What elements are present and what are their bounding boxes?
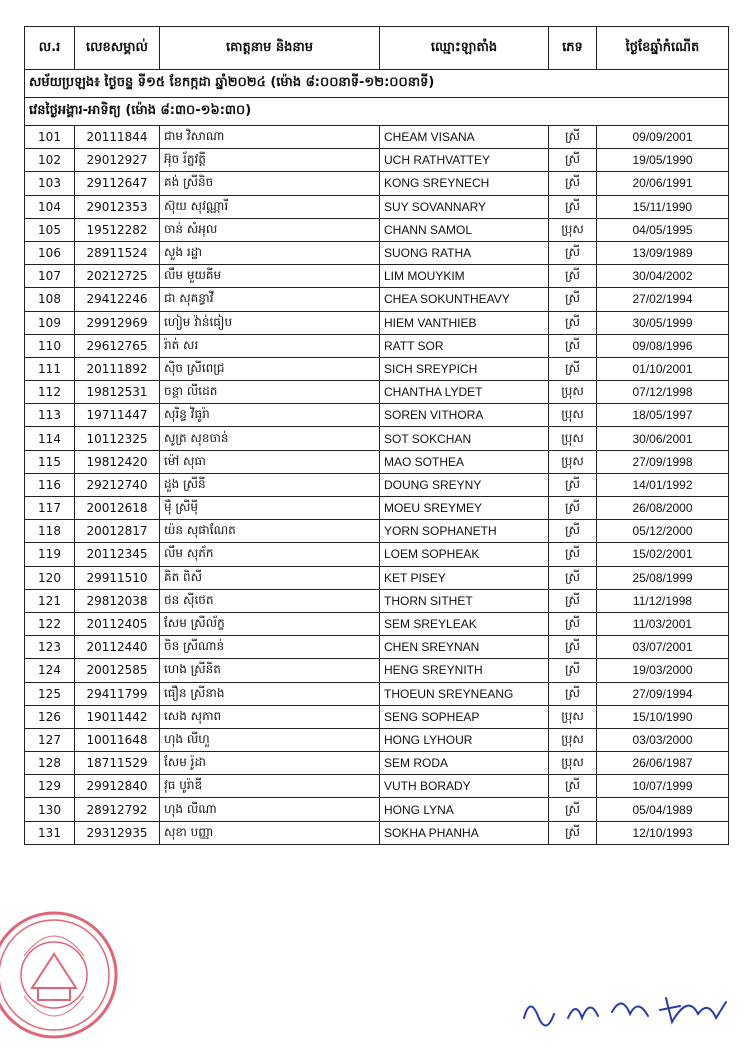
cell-id: 10011648 xyxy=(75,728,160,751)
cell-latin-name: SOREN VITHORA xyxy=(380,404,549,427)
cell-sex: ស្រី xyxy=(549,636,597,659)
table-row xyxy=(25,149,729,172)
cell-no: 106 xyxy=(25,241,75,264)
cell-id: 29812038 xyxy=(75,589,160,612)
header-khmer-name: គោត្តនាម និងនាម xyxy=(160,27,380,70)
cell-sex: ស្រី xyxy=(549,659,597,682)
cell-dob: 10/07/1999 xyxy=(597,775,729,798)
cell-latin-name: KET PISEY xyxy=(380,566,549,589)
cell-khmer-name: អ៊ុច រ័ត្នវត្តី xyxy=(160,149,380,172)
cell-no: 114 xyxy=(25,427,75,450)
cell-no: 127 xyxy=(25,728,75,751)
header-dob: ថ្ងៃខែឆ្នាំកំណើត xyxy=(597,27,729,70)
cell-sex: ស្រី xyxy=(549,334,597,357)
cell-khmer-name: ស៊ុយ សុវណ្ណារី xyxy=(160,195,380,218)
cell-id: 19011442 xyxy=(75,705,160,728)
cell-latin-name: LIM MOUYKIM xyxy=(380,265,549,288)
cell-khmer-name: យ៉ន សុផាណែត xyxy=(160,520,380,543)
cell-latin-name: SICH SREYPICH xyxy=(380,357,549,380)
cell-no: 130 xyxy=(25,798,75,821)
cell-id: 20112405 xyxy=(75,612,160,635)
cell-khmer-name: ហេង ស្រីនិត xyxy=(160,659,380,682)
cell-sex: ស្រី xyxy=(549,473,597,496)
cell-sex: ស្រី xyxy=(549,311,597,334)
cell-latin-name: SEM SREYLEAK xyxy=(380,612,549,635)
cell-id: 28911524 xyxy=(75,241,160,264)
table-row xyxy=(25,821,729,844)
cell-latin-name: RATT SOR xyxy=(380,334,549,357)
cell-sex: ស្រី xyxy=(549,497,597,520)
cell-latin-name: UCH RATHVATTEY xyxy=(380,149,549,172)
cell-dob: 07/12/1998 xyxy=(597,381,729,404)
cell-latin-name: CHEAM VISANA xyxy=(380,126,549,149)
cell-id: 20012618 xyxy=(75,497,160,520)
cell-latin-name: CHANTHA LYDET xyxy=(380,381,549,404)
cell-sex: ប្រុស xyxy=(549,450,597,473)
candidate-table xyxy=(24,26,729,845)
cell-latin-name: HIEM VANTHIEB xyxy=(380,311,549,334)
cell-khmer-name: ហុង លីហួ xyxy=(160,728,380,751)
cell-latin-name: CHEN SREYNAN xyxy=(380,636,549,659)
cell-latin-name: SOT SOKCHAN xyxy=(380,427,549,450)
cell-sex: ស្រី xyxy=(549,798,597,821)
table-row xyxy=(25,798,729,821)
cell-khmer-name: ម៉ៅ សុធា xyxy=(160,450,380,473)
cell-id: 29411799 xyxy=(75,682,160,705)
cell-dob: 27/09/1994 xyxy=(597,682,729,705)
cell-no: 111 xyxy=(25,357,75,380)
cell-sex: ប្រុស xyxy=(549,218,597,241)
header-row xyxy=(25,27,729,70)
cell-dob: 15/02/2001 xyxy=(597,543,729,566)
cell-sex: ស្រី xyxy=(549,149,597,172)
cell-dob: 13/09/1989 xyxy=(597,241,729,264)
cell-latin-name: CHANN SAMOL xyxy=(380,218,549,241)
cell-khmer-name: វុធ បូរ៉ាឌី xyxy=(160,775,380,798)
cell-id: 19812420 xyxy=(75,450,160,473)
cell-khmer-name: សុរិន្ទ វិធូរ៉ា xyxy=(160,404,380,427)
cell-id: 19512282 xyxy=(75,218,160,241)
cell-no: 101 xyxy=(25,126,75,149)
cell-khmer-name: សែម ស្រីល័ក្ខ xyxy=(160,612,380,635)
cell-dob: 30/04/2002 xyxy=(597,265,729,288)
cell-id: 18711529 xyxy=(75,752,160,775)
cell-dob: 04/05/1995 xyxy=(597,218,729,241)
cell-dob: 11/03/2001 xyxy=(597,612,729,635)
cell-id: 20111892 xyxy=(75,357,160,380)
cell-sex: ប្រុស xyxy=(549,427,597,450)
cell-no: 116 xyxy=(25,473,75,496)
cell-khmer-name: គិត ពិសី xyxy=(160,566,380,589)
cell-id: 20212725 xyxy=(75,265,160,288)
cell-sex: ស្រី xyxy=(549,821,597,844)
cell-dob: 26/08/2000 xyxy=(597,497,729,520)
table-row xyxy=(25,288,729,311)
table-row xyxy=(25,497,729,520)
official-seal-stamp xyxy=(0,896,120,1054)
table-row xyxy=(25,752,729,775)
cell-latin-name: VUTH BORADY xyxy=(380,775,549,798)
cell-khmer-name: គង់ ស្រីនិច xyxy=(160,172,380,195)
table-row xyxy=(25,218,729,241)
cell-no: 125 xyxy=(25,682,75,705)
cell-no: 129 xyxy=(25,775,75,798)
cell-id: 29112647 xyxy=(75,172,160,195)
cell-dob: 19/05/1990 xyxy=(597,149,729,172)
cell-no: 105 xyxy=(25,218,75,241)
cell-khmer-name: សេង សុភាព xyxy=(160,705,380,728)
cell-khmer-name: ចន្ថា លីដេត xyxy=(160,381,380,404)
cell-id: 10112325 xyxy=(75,427,160,450)
cell-id: 20112440 xyxy=(75,636,160,659)
cell-dob: 12/10/1993 xyxy=(597,821,729,844)
cell-no: 109 xyxy=(25,311,75,334)
cell-no: 107 xyxy=(25,265,75,288)
cell-no: 104 xyxy=(25,195,75,218)
cell-khmer-name: ធឿន ស្រីនាង xyxy=(160,682,380,705)
cell-sex: ស្រី xyxy=(549,357,597,380)
header-latin-name: ឈ្មោះឡាតាំង xyxy=(380,27,549,70)
cell-khmer-name: សួង រដ្ឋា xyxy=(160,241,380,264)
cell-khmer-name: ម៉ឺ ស្រីម៉ី xyxy=(160,497,380,520)
cell-dob: 27/02/1994 xyxy=(597,288,729,311)
section-training-row xyxy=(25,98,729,126)
cell-no: 118 xyxy=(25,520,75,543)
cell-latin-name: MAO SOTHEA xyxy=(380,450,549,473)
table-row xyxy=(25,265,729,288)
cell-no: 126 xyxy=(25,705,75,728)
cell-sex: ស្រី xyxy=(549,241,597,264)
cell-no: 124 xyxy=(25,659,75,682)
cell-khmer-name: សុខា បញ្ញា xyxy=(160,821,380,844)
cell-dob: 15/11/1990 xyxy=(597,195,729,218)
cell-dob: 18/05/1997 xyxy=(597,404,729,427)
cell-no: 123 xyxy=(25,636,75,659)
cell-khmer-name: ចាន់ សំអុល xyxy=(160,218,380,241)
cell-id: 20012585 xyxy=(75,659,160,682)
table-row xyxy=(25,241,729,264)
cell-dob: 09/08/1996 xyxy=(597,334,729,357)
cell-dob: 05/04/1989 xyxy=(597,798,729,821)
cell-no: 113 xyxy=(25,404,75,427)
cell-dob: 19/03/2000 xyxy=(597,659,729,682)
cell-khmer-name: សូត្រ សុខចាន់ xyxy=(160,427,380,450)
cell-sex: ស្រី xyxy=(549,543,597,566)
cell-dob: 01/10/2001 xyxy=(597,357,729,380)
cell-khmer-name: ថន ស៊ីថេត xyxy=(160,589,380,612)
cell-id: 19711447 xyxy=(75,404,160,427)
table-row xyxy=(25,357,729,380)
cell-no: 122 xyxy=(25,612,75,635)
cell-no: 128 xyxy=(25,752,75,775)
cell-sex: ស្រី xyxy=(549,172,597,195)
cell-khmer-name: ជាម វិសាណា xyxy=(160,126,380,149)
cell-id: 29911510 xyxy=(75,566,160,589)
cell-id: 29312935 xyxy=(75,821,160,844)
cell-sex: ស្រី xyxy=(549,612,597,635)
table-row xyxy=(25,381,729,404)
cell-sex: ប្រុស xyxy=(549,752,597,775)
table-row xyxy=(25,520,729,543)
cell-latin-name: THORN SITHET xyxy=(380,589,549,612)
cell-latin-name: THOEUN SREYNEANG xyxy=(380,682,549,705)
cell-dob: 25/08/1999 xyxy=(597,566,729,589)
cell-id: 20012817 xyxy=(75,520,160,543)
cell-latin-name: LOEM SOPHEAK xyxy=(380,543,549,566)
cell-no: 120 xyxy=(25,566,75,589)
table-row xyxy=(25,334,729,357)
cell-dob: 03/07/2001 xyxy=(597,636,729,659)
table-row xyxy=(25,543,729,566)
table-row xyxy=(25,450,729,473)
header-sex: ភេទ xyxy=(549,27,597,70)
table-row xyxy=(25,404,729,427)
cell-khmer-name: ចិន ស្រីណាន់ xyxy=(160,636,380,659)
cell-sex: ស្រី xyxy=(549,288,597,311)
section-exam: សម័យប្រឡង៖ ថ្ងៃចន្ទ ទី១៥ ខែកក្កដា ឆ្នាំ២០២៤ (ម៉ោង ៨:០០នាទី-១២:០០នាទី) xyxy=(25,70,729,98)
cell-latin-name: YORN SOPHANETH xyxy=(380,520,549,543)
cell-id: 28912792 xyxy=(75,798,160,821)
cell-id: 29012927 xyxy=(75,149,160,172)
cell-khmer-name: ជា សុគន្ធាវី xyxy=(160,288,380,311)
cell-id: 20111844 xyxy=(75,126,160,149)
cell-dob: 30/05/1999 xyxy=(597,311,729,334)
cell-id: 29912840 xyxy=(75,775,160,798)
cell-sex: ស្រី xyxy=(549,195,597,218)
cell-no: 131 xyxy=(25,821,75,844)
cell-id: 29612765 xyxy=(75,334,160,357)
cell-latin-name: HONG LYNA xyxy=(380,798,549,821)
cell-dob: 30/06/2001 xyxy=(597,427,729,450)
cell-latin-name: SUONG RATHA xyxy=(380,241,549,264)
cell-sex: ស្រី xyxy=(549,589,597,612)
cell-dob: 05/12/2000 xyxy=(597,520,729,543)
cell-khmer-name: ហៀម វ៉ាន់ធៀប xyxy=(160,311,380,334)
cell-latin-name: SOKHA PHANHA xyxy=(380,821,549,844)
cell-id: 29012353 xyxy=(75,195,160,218)
table-row xyxy=(25,775,729,798)
cell-latin-name: CHEA SOKUNTHEAVY xyxy=(380,288,549,311)
cell-khmer-name: ហុង លីណា xyxy=(160,798,380,821)
cell-khmer-name: សែម រ៉ូដា xyxy=(160,752,380,775)
cell-sex: ប្រុស xyxy=(549,705,597,728)
cell-latin-name: KONG SREYNECH xyxy=(380,172,549,195)
cell-id: 29412246 xyxy=(75,288,160,311)
cell-sex: ស្រី xyxy=(549,682,597,705)
cell-dob: 27/09/1998 xyxy=(597,450,729,473)
cell-dob: 09/09/2001 xyxy=(597,126,729,149)
cell-id: 29912969 xyxy=(75,311,160,334)
signature-mark xyxy=(520,988,735,1028)
cell-sex: ប្រុស xyxy=(549,404,597,427)
table-row xyxy=(25,566,729,589)
cell-dob: 26/06/1987 xyxy=(597,752,729,775)
cell-latin-name: SUY SOVANNARY xyxy=(380,195,549,218)
cell-dob: 14/01/1992 xyxy=(597,473,729,496)
table-row xyxy=(25,636,729,659)
cell-dob: 20/06/1991 xyxy=(597,172,729,195)
header-no: ល.រ xyxy=(25,27,75,70)
cell-sex: ស្រី xyxy=(549,775,597,798)
cell-dob: 03/03/2000 xyxy=(597,728,729,751)
cell-latin-name: HONG LYHOUR xyxy=(380,728,549,751)
cell-dob: 11/12/1998 xyxy=(597,589,729,612)
cell-latin-name: HENG SREYNITH xyxy=(380,659,549,682)
table-row xyxy=(25,427,729,450)
table-row xyxy=(25,126,729,149)
section-exam-row xyxy=(25,70,729,98)
cell-sex: ប្រុស xyxy=(549,728,597,751)
cell-no: 110 xyxy=(25,334,75,357)
cell-latin-name: SEM RODA xyxy=(380,752,549,775)
table-row xyxy=(25,612,729,635)
cell-sex: ស្រី xyxy=(549,265,597,288)
header-id: លេខសម្គាល់ xyxy=(75,27,160,70)
cell-khmer-name: លឹម មួយគីម xyxy=(160,265,380,288)
cell-no: 102 xyxy=(25,149,75,172)
cell-latin-name: DOUNG SREYNY xyxy=(380,473,549,496)
cell-no: 119 xyxy=(25,543,75,566)
cell-id: 20112345 xyxy=(75,543,160,566)
cell-no: 117 xyxy=(25,497,75,520)
table-body xyxy=(25,70,729,845)
table-row xyxy=(25,589,729,612)
cell-id: 19812531 xyxy=(75,381,160,404)
cell-dob: 15/10/1990 xyxy=(597,705,729,728)
table-row xyxy=(25,172,729,195)
cell-khmer-name: រ៉ាត់ សរ xyxy=(160,334,380,357)
table-row xyxy=(25,728,729,751)
candidate-list-sheet xyxy=(24,26,728,845)
table-row xyxy=(25,195,729,218)
cell-khmer-name: លឹម សុភ័ក xyxy=(160,543,380,566)
table-row xyxy=(25,659,729,682)
cell-no: 108 xyxy=(25,288,75,311)
cell-sex: ស្រី xyxy=(549,566,597,589)
cell-latin-name: SENG SOPHEAP xyxy=(380,705,549,728)
table-row xyxy=(25,705,729,728)
cell-sex: ប្រុស xyxy=(549,381,597,404)
table-row xyxy=(25,473,729,496)
section-training: វេនថ្ងៃអង្គារ-អាទិត្យ (ម៉ោង ៨:៣០-១៦:៣០) xyxy=(25,98,729,126)
cell-no: 115 xyxy=(25,450,75,473)
cell-no: 112 xyxy=(25,381,75,404)
table-row xyxy=(25,311,729,334)
table-row xyxy=(25,682,729,705)
cell-id: 29212740 xyxy=(75,473,160,496)
cell-khmer-name: ស៊ិច ស្រីពេជ្រ xyxy=(160,357,380,380)
cell-no: 121 xyxy=(25,589,75,612)
cell-latin-name: MOEU SREYMEY xyxy=(380,497,549,520)
cell-khmer-name: ដួង ស្រីនី xyxy=(160,473,380,496)
cell-sex: ស្រី xyxy=(549,126,597,149)
cell-no: 103 xyxy=(25,172,75,195)
cell-sex: ស្រី xyxy=(549,520,597,543)
